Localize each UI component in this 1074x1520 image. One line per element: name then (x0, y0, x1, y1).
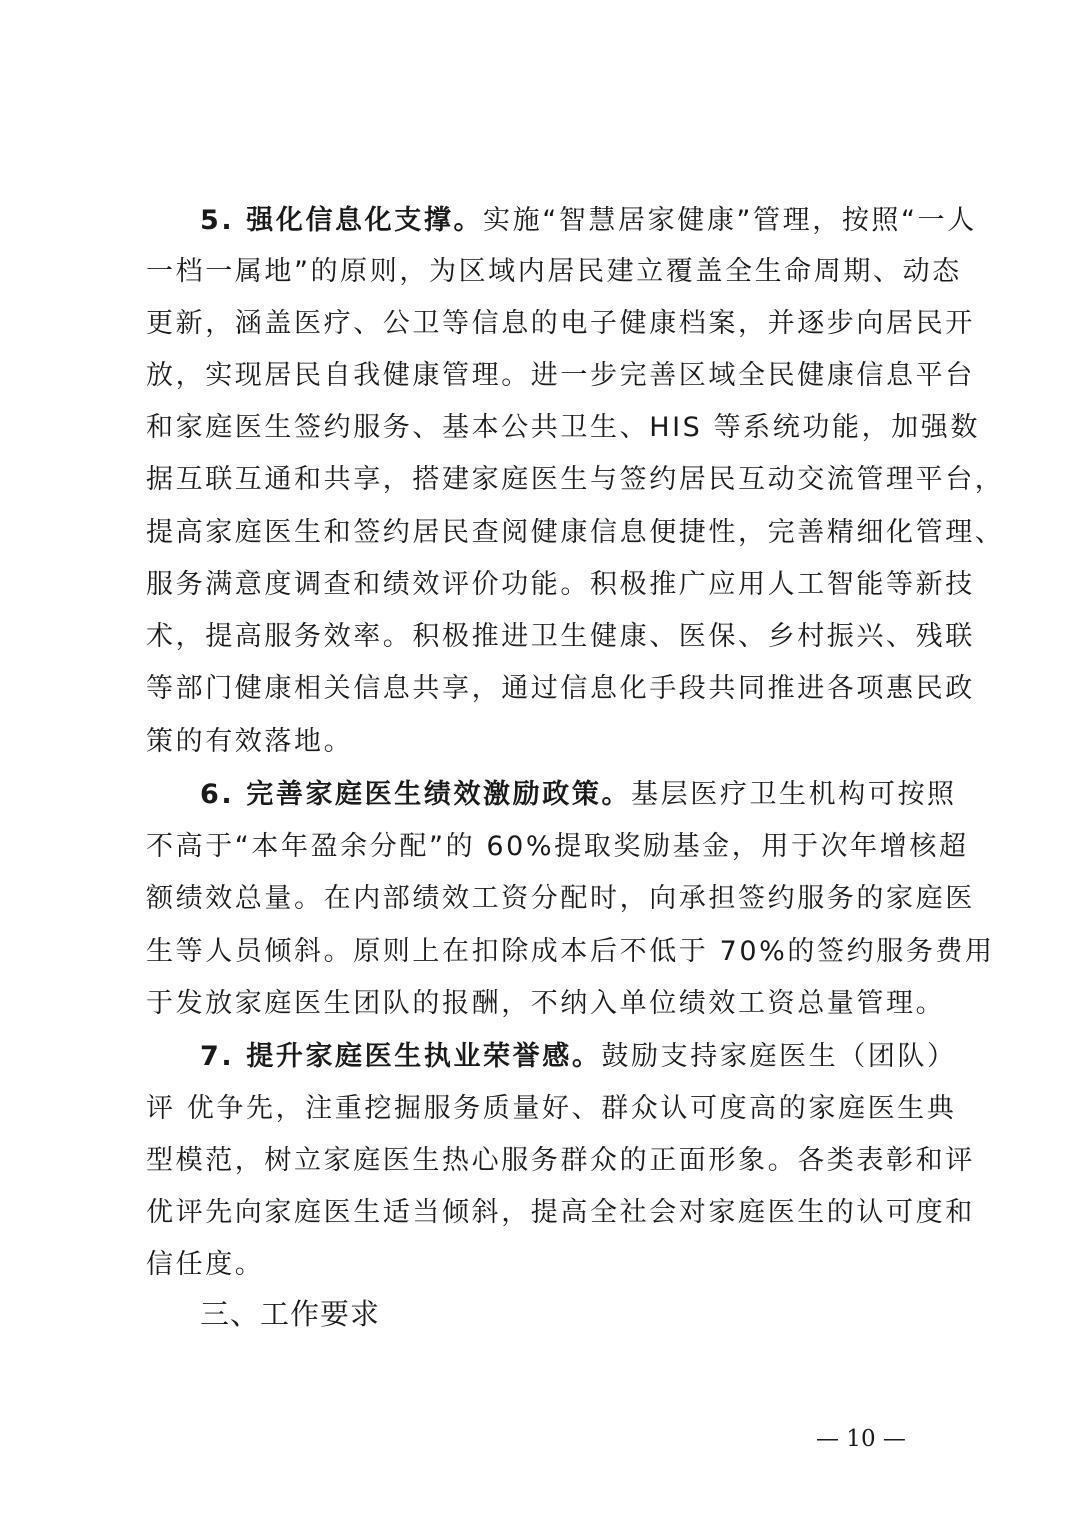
section-heading: 三、工作要求 (200, 1297, 381, 1331)
paragraph-7-text: 鼓励支持家庭医生（团队） (601, 1041, 957, 1072)
paragraph-6-line-3: 额绩效总量。在内部绩效工资分配时，向承担签约服务的家庭医 (146, 883, 975, 914)
paragraph-5-line-5: 和家庭医生签约服务、基本公共卫生、HIS 等系统功能，加强数 (146, 412, 980, 443)
paragraph-5-line-1 (200, 204, 977, 238)
paragraph-5-line-6: 据互联互通和共享，搭建家庭医生与签约居民互动交流管理平台， (146, 464, 1005, 495)
paragraph-5-line-8: 服务满意度调查和绩效评价功能。积极推广应用人工智能等新技 (146, 569, 975, 600)
paragraph-6-heading: 6. 完善家庭医生绩效激励政策。 (200, 779, 632, 810)
paragraph-5-line-9: 术，提高服务效率。积极推进卫生健康、医保、乡村振兴、残联 (146, 621, 975, 652)
paragraph-5-line-11: 策的有效落地。 (146, 726, 354, 757)
paragraph-6-line-1 (200, 778, 957, 812)
paragraph-5-line-3: 更新，涵盖医疗、公卫等信息的电子健康档案，并逐步向居民开 (146, 308, 975, 339)
paragraph-6-line-2: 不高于“本年盈余分配”的 60%提取奖励基金，用于次年增核超 (146, 831, 969, 862)
paragraph-7-heading: 7. 提升家庭医生执业荣誉感。 (200, 1041, 602, 1072)
paragraph-6-line-4: 生等人员倾斜。原则上在扣除成本后不低于 70%的签约服务费用 (146, 936, 995, 967)
paragraph-5-line-2: 一档一属地”的原则，为区域内居民建立覆盖全生命周期、动态 (146, 256, 962, 287)
paragraph-7-line-4: 优评先向家庭医生适当倾斜，提高全社会对家庭医生的认可度和 (146, 1197, 975, 1228)
paragraph-7-line-5: 信任度。 (146, 1249, 265, 1280)
paragraph-5-text: 实施“智慧居家健康”管理，按照“一人 (483, 205, 977, 236)
paragraph-7-line-3: 型模范，树立家庭医生热心服务群众的正面形象。各类表彰和评 (146, 1145, 975, 1176)
paragraph-6-line-5: 于发放家庭医生团队的报酬，不纳入单位绩效工资总量管理。 (146, 988, 946, 1019)
paragraph-5-line-7: 提高家庭医生和签约居民查阅健康信息便捷性，完善精细化管理、 (146, 517, 1005, 548)
paragraph-5-heading: 5. 强化信息化支撑。 (200, 205, 484, 236)
paragraph-5-line-4: 放，实现居民自我健康管理。进一步完善区域全民健康信息平台 (146, 360, 975, 391)
page-number: — 10 — (816, 1426, 906, 1452)
paragraph-7-line-2: 评 优争先，注重挖掘服务质量好、群众认可度高的家庭医生典 (146, 1093, 957, 1124)
paragraph-5-line-10: 等部门健康相关信息共享，通过信息化手段共同推进各项惠民政 (146, 673, 975, 704)
paragraph-6-text: 基层医疗卫生机构可按照 (631, 779, 957, 810)
paragraph-7-line-1 (200, 1040, 957, 1074)
